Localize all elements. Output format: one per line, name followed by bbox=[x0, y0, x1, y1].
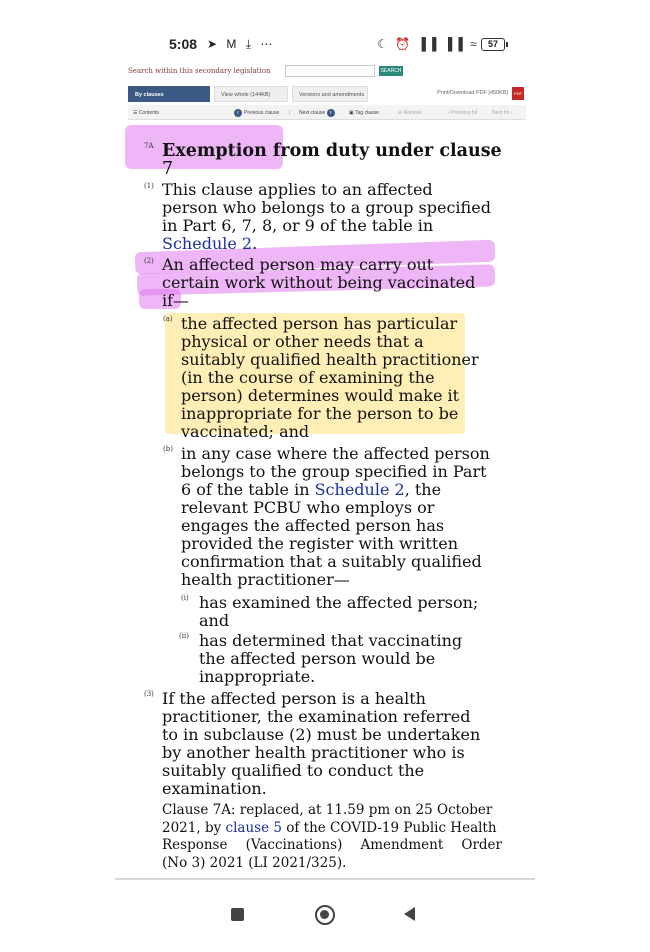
paragraph-a-line: person) determines would make it bbox=[181, 386, 460, 405]
history-note-word: Response bbox=[162, 837, 228, 854]
tag-icon: ▣ bbox=[349, 110, 356, 116]
previous-clause-label: Previous clause bbox=[244, 110, 280, 116]
history-note-line bbox=[162, 837, 502, 855]
next-hit-button[interactable] bbox=[492, 108, 512, 118]
system-status-icons: ☾ ⏰ ▐▐ ▐▐ ≈ bbox=[377, 37, 479, 51]
history-note-word: Order bbox=[461, 837, 502, 854]
paragraph-a-line: the affected person has particular bbox=[181, 314, 458, 333]
arrow-left-icon: ‹ bbox=[234, 109, 242, 117]
subparagraph-ii-line: inappropriate. bbox=[199, 667, 316, 686]
paragraph-a-line: physical or other needs that a bbox=[181, 332, 424, 351]
next-clause-button[interactable] bbox=[299, 108, 337, 118]
battery-icon: 57 bbox=[481, 38, 505, 51]
paragraph-a-line: suitably qualified health practitioner bbox=[181, 350, 479, 369]
next-hit-label: Next hit bbox=[492, 110, 509, 116]
subclause-1-line: person who belongs to a group specified bbox=[162, 198, 491, 217]
subparagraph-ii-line: the affected person would be bbox=[199, 649, 436, 668]
subclause-1-line bbox=[162, 235, 257, 253]
contents-button[interactable] bbox=[133, 108, 159, 118]
clause-number: 7A bbox=[144, 142, 154, 150]
tag-clause-button[interactable] bbox=[349, 108, 379, 118]
android-nav-bar bbox=[115, 885, 535, 930]
view-tabs bbox=[128, 86, 526, 102]
search-input[interactable] bbox=[285, 65, 375, 77]
subparagraph-ii-marker: (ii) bbox=[179, 632, 189, 640]
contents-label: Contents bbox=[138, 110, 159, 116]
clock: 5:08 bbox=[169, 36, 198, 52]
notification-icons: ➤ M ⤓ ⋯ bbox=[207, 37, 276, 51]
subparagraph-i-marker: (i) bbox=[181, 594, 189, 602]
history-note-word: Amendment bbox=[360, 837, 444, 854]
next-hit-icon: › bbox=[508, 110, 513, 116]
paragraph-b-line: health practitioner— bbox=[181, 570, 350, 589]
remove-label: Remove bbox=[403, 110, 423, 116]
content-bottom-divider bbox=[115, 878, 535, 880]
subparagraph-i-line: and bbox=[199, 611, 230, 630]
previous-hit-icon: ‹ bbox=[448, 110, 452, 116]
previous-clause-button[interactable] bbox=[234, 108, 279, 118]
home-icon[interactable] bbox=[315, 905, 335, 925]
paragraph-b-text: 6 of the table in bbox=[181, 480, 310, 499]
subclause-2-line: if— bbox=[162, 291, 190, 310]
tag-clause-label: Tag clause bbox=[355, 110, 379, 116]
paragraph-b-line: belongs to the group specified in Part bbox=[181, 462, 487, 481]
clause-heading: Exemption from duty under clause bbox=[162, 141, 502, 161]
history-note-word: (Vaccinations) bbox=[245, 837, 343, 854]
history-note-text: of the COVID-19 Public Health bbox=[286, 819, 497, 836]
arrow-right-icon: › bbox=[327, 109, 335, 117]
search-button[interactable]: SEARCH bbox=[380, 68, 402, 74]
paragraph-a-line: inappropriate for the person to be bbox=[181, 404, 459, 423]
remove-icon: ⊘ bbox=[398, 110, 404, 116]
paragraph-b-line: engages the affected person has bbox=[181, 516, 445, 535]
paragraph-b-text: , the bbox=[404, 480, 442, 499]
list-icon: ☰ bbox=[133, 110, 139, 116]
paragraph-b-line bbox=[181, 481, 441, 499]
paragraph-b-line: confirmation that a suitably qualified bbox=[181, 552, 482, 571]
subclause-3-line: examination. bbox=[162, 779, 267, 798]
status-bar bbox=[115, 35, 535, 57]
print-download-link[interactable]: Print/Download PDF [450KB] bbox=[437, 90, 508, 96]
subparagraph-ii-line: has determined that vaccinating bbox=[199, 631, 463, 650]
schedule-2-link[interactable]: Schedule 2 bbox=[314, 480, 405, 499]
next-clause-label: Next clause bbox=[299, 110, 326, 116]
subclause-1-line: in Part 6, 7, 8, or 9 of the table in bbox=[162, 216, 434, 235]
pdf-icon[interactable]: PDF bbox=[512, 87, 524, 100]
subclause-1-marker: (1) bbox=[144, 182, 154, 190]
clause-toolbar bbox=[128, 105, 526, 120]
paragraph-a-line: (in the course of examining the bbox=[181, 368, 435, 387]
recent-apps-icon[interactable] bbox=[231, 908, 244, 921]
paragraph-b-line: provided the register with written bbox=[181, 534, 459, 553]
tab-view-whole[interactable]: View whole (144KB) bbox=[214, 86, 288, 102]
search-label: Search within this secondary legislation bbox=[128, 67, 271, 75]
previous-hit-button[interactable] bbox=[448, 108, 477, 118]
paragraph-b-line: relevant PCBU who employs or bbox=[181, 498, 435, 517]
subclause-3-line: to in subclause (2) must be undertaken bbox=[162, 725, 481, 744]
subclause-3-marker: (3) bbox=[144, 690, 154, 698]
paragraph-a-line: vaccinated; and bbox=[181, 422, 310, 441]
tab-by-clauses[interactable]: By clauses bbox=[128, 86, 210, 102]
remove-button[interactable] bbox=[398, 108, 422, 118]
history-note-line: Clause 7A: replaced, at 11.59 pm on 25 October bbox=[162, 802, 493, 818]
subclause-2-marker: (2) bbox=[144, 257, 154, 265]
back-icon[interactable] bbox=[404, 907, 415, 921]
paragraph-b-line: in any case where the affected person bbox=[181, 444, 490, 463]
phone-screen bbox=[115, 25, 535, 930]
subclause-3-line: If the affected person is a health bbox=[162, 689, 426, 708]
schedule-2-link[interactable]: Schedule 2 bbox=[162, 234, 253, 253]
subclause-1-line: This clause applies to an affected bbox=[162, 180, 433, 199]
subclause-3-line: by another health practitioner who is bbox=[162, 743, 465, 762]
subclause-2-line: certain work without being vaccinated bbox=[162, 273, 476, 292]
subclause-3-line: suitably qualified to conduct the bbox=[162, 761, 425, 780]
previous-hit-label: Previous hit bbox=[451, 110, 478, 116]
paragraph-a-marker: (a) bbox=[163, 315, 173, 323]
clause-5-link[interactable]: clause 5 bbox=[225, 819, 282, 836]
subclause-3-line: practitioner, the examination referred bbox=[162, 707, 471, 726]
history-note-line: (No 3) 2021 (LI 2021/325). bbox=[162, 854, 347, 871]
toolbar-divider: | bbox=[289, 110, 291, 116]
history-note-text: 2021, by bbox=[162, 819, 222, 836]
tab-versions-amendments[interactable]: Versions and amendments bbox=[292, 86, 368, 102]
history-note-line bbox=[162, 820, 497, 838]
subparagraph-i-line: has examined the affected person; bbox=[199, 593, 479, 612]
clause-heading-cont: 7 bbox=[162, 159, 174, 179]
subclause-2-line: An affected person may carry out bbox=[162, 255, 434, 274]
subclause-1-end: . bbox=[252, 234, 258, 253]
paragraph-b-marker: (b) bbox=[163, 445, 173, 453]
